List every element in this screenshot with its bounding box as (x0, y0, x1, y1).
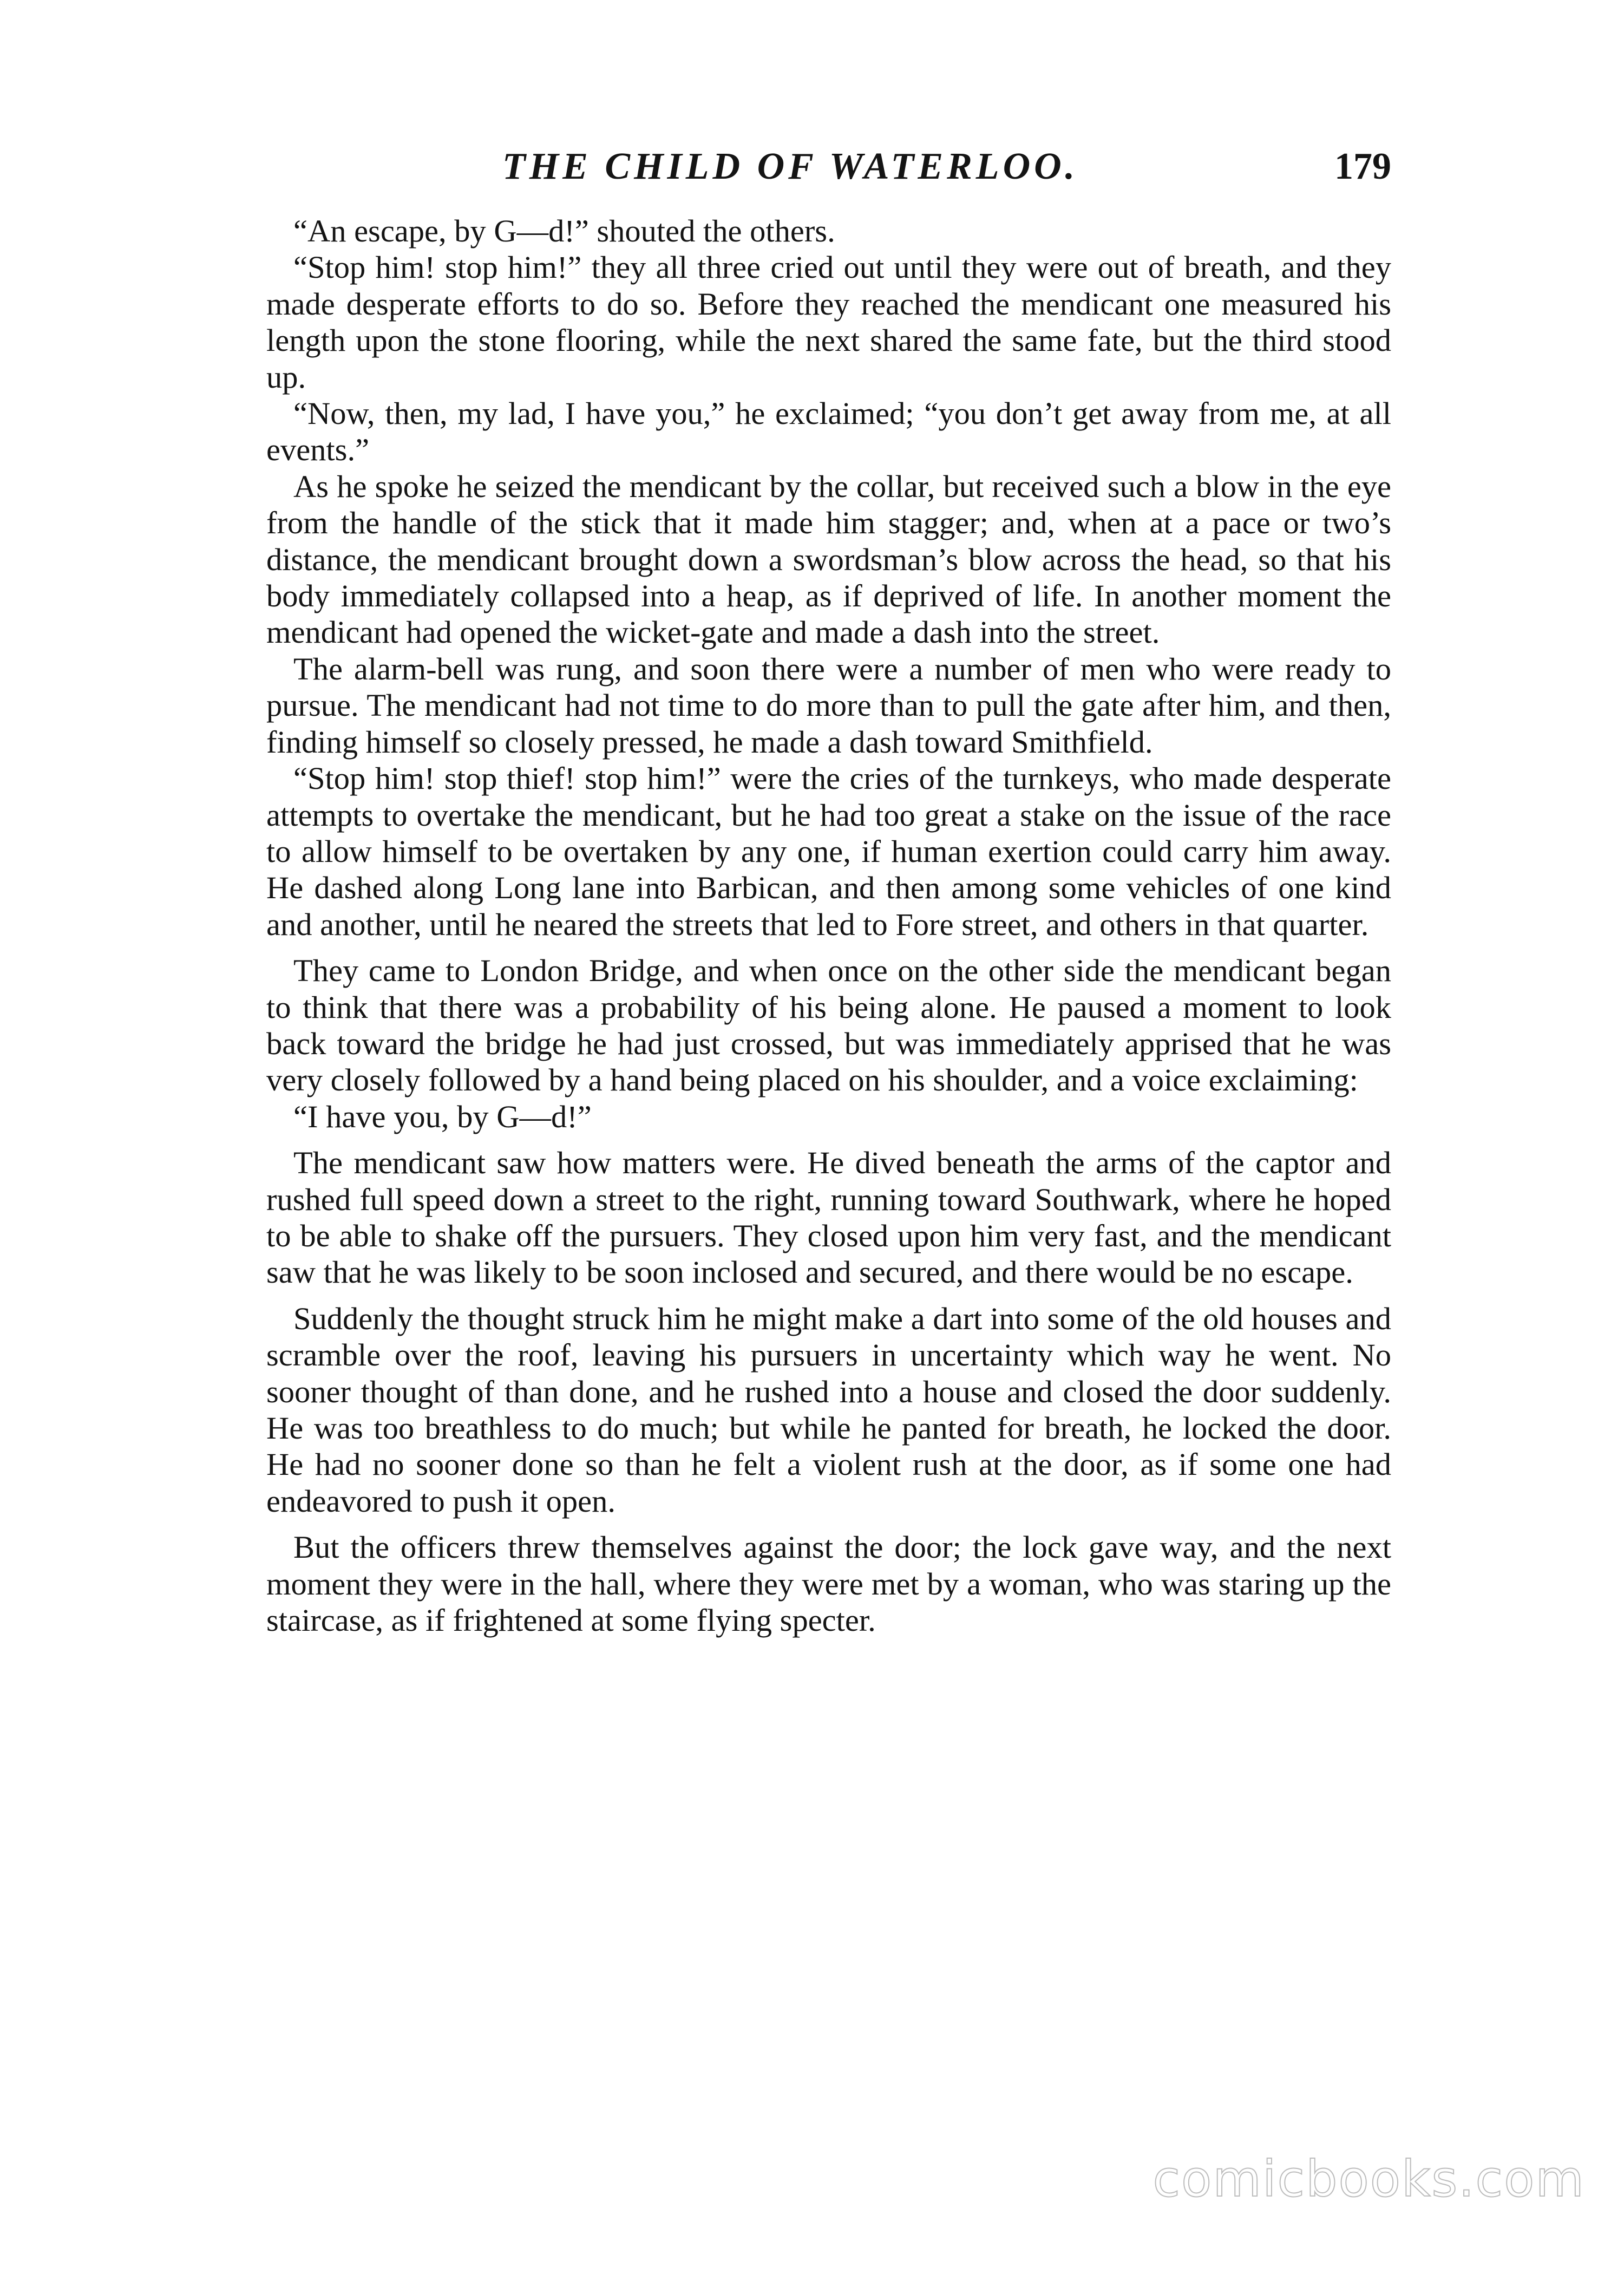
running-title: THE CHILD OF WATERLOO. (502, 146, 1079, 187)
paragraph: As he spoke he seized the mendicant by the collar, but received such a blow in the eye from the handle of the stick that it made him stagger; and, when at a pace or two’s distance, the mendicant brought down a swordsman’s blow across the head, so that his body immediately collapsed into a heap, as if deprived of life. In another moment the mendicant had opened the wicket-gate and made a dash into the street. (266, 468, 1391, 650)
paragraph: “Stop him! stop him!” they all three cried out until they were out of breath, and they made desperate efforts to do so. Before they reached the mendicant one measured his length upon the stone flooring, while the next shared the same fate, but the third stood up. (266, 250, 1391, 395)
site-watermark: comicbooks.com (1152, 2150, 1585, 2208)
paragraph: “Stop him! stop thief! stop him!” were the cries of the turnkeys, who made desperate attempts to overtake the mendicant, but he had too great a stake on the issue of the race to allow himself to be overtaken by any one, if human exertion could carry him away. He dashed along Long lane into Barbican, and then among some vehicles of one kind and another, until he neared the streets that led to Fore street, and others in that quarter. (266, 761, 1391, 942)
paragraph: The alarm-bell was rung, and soon there were a number of men who were ready to pursue. The mendicant had not time to do more than to pull the gate after him, and then, finding himself so closely pressed, he made a dash toward Smithfield. (266, 651, 1391, 760)
body-text (266, 213, 1391, 1638)
paragraph: Suddenly the thought struck him he might make a dart into some of the old houses and scramble over the roof, leaving his pursuers in uncertainty which way he went. No sooner thought of than done, and he rushed into a house and closed the door suddenly. He was too breathless to do much; but while he panted for breath, he locked the door. He had no sooner done so than he felt a violent rush at the door, as if some one had endeavored to push it open. (266, 1301, 1391, 1519)
paragraph: “Now, then, my lad, I have you,” he exclaimed; “you don’t get away from me, at all events.” (266, 396, 1391, 468)
paragraph: But the officers threw themselves against the door; the lock gave way, and the next moment they were in the hall, where they were met by a woman, who was staring up the staircase, as if frightened at some flying specter. (266, 1530, 1391, 1638)
paragraph: “An escape, by G—d!” shouted the others. (293, 213, 835, 249)
paragraph: The mendicant saw how matters were. He dived beneath the arms of the captor and rushed full speed down a street to the right, running toward Southwark, where he hoped to be able to shake off the pursuers. They closed upon him very fast, and the mendicant saw that he was likely to be soon inclosed and secured, and there would be no escape. (266, 1145, 1391, 1290)
running-header (266, 145, 1391, 194)
paragraph: They came to London Bridge, and when once on the other side the mendicant began to think that there was a probability of his being alone. He paused a moment to look back toward the bridge he had just crossed, but was immediately apprised that he was very closely followed by a hand being placed on his shoulder, and a voice exclaiming: (266, 953, 1391, 1098)
paragraph: “I have you, by G—d!” (293, 1099, 592, 1134)
page-number: 179 (1334, 146, 1391, 187)
